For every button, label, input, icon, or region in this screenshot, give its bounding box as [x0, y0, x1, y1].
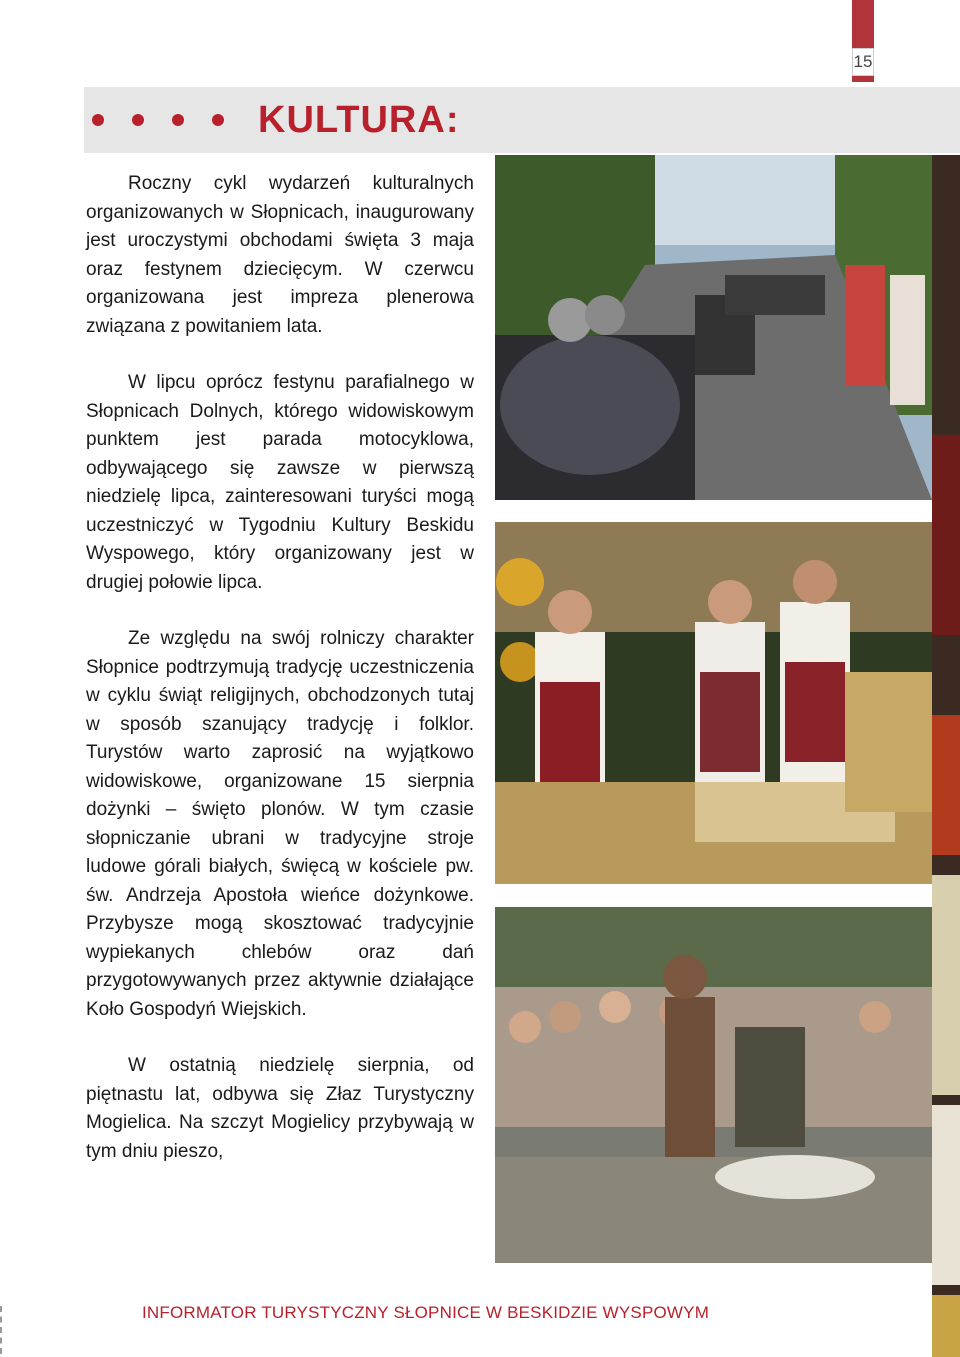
bullet-icon: [212, 114, 224, 126]
motorcycle-parade-photo: [495, 155, 932, 500]
paragraph-july: W lipcu oprócz festynu parafialnego w Słopnicach Dolnych, którego widowiskowym punktem jest parada motocyklowa, odbywającego się zawsze w pierwszą niedzielę lipca, zainteresowani turyści mogą uczestniczyć w Tygodniu Kultury Beskidu Wyspowego, który organizowany jest w drugiej połowie lipca.: [86, 372, 474, 593]
paragraph-traditions: Ze względu na swój rolniczy charakter Słopnice podtrzymują tradycję uczestniczenia w cyklu świąt religijnych, obchodzonych tutaj w sposób szanujący tradycję i folklor. Turystów warto zaprosić na wyjątkowo widowiskowe, organizowane 15 sierpnia dożynki – święto plonów. W tym czasie słopniczanie ubrani w tradycyjne stroje ludowe górali białych, święcą w kościele pw. św. Andrzeja Apostoła wieńce dożynkowe. Przybysze mogą skosztować tradycyjnie wypiekanych chlebów oraz dań przygotowywanych przez aktywnie działające Koło Gospodyń Wiejskich.: [86, 628, 474, 1020]
crop-marks: [0, 1306, 6, 1354]
bullet-icon: [172, 114, 184, 126]
article-body: [86, 170, 474, 1166]
paragraph-intro: Roczny cykl wydarzeń kulturalnych organizowanych w Słopnicach, inaugurowany jest uroczystymi obchodami święta 3 maja oraz festynem dziecięcym. W czerwcu organizowana jest impreza plenerowa związana z powitaniem lata.: [86, 173, 474, 337]
folk-harvest-festival-photo: [495, 522, 932, 884]
outdoor-performance-photo: [495, 907, 932, 1263]
bullet-icon: [92, 114, 104, 126]
page-number: 15: [852, 48, 874, 76]
paragraph-mogielica: W ostatnią niedzielę sierpnia, od piętnastu lat, odbywa się Złaz Turystyczny Mogielica. Na szczyt Mogielicy przybywają w tym dniu pieszo,: [86, 1055, 474, 1162]
page-footer: INFORMATOR TURYSTYCZNY SŁOPNICE W BESKIDZIE WYSPOWYM: [142, 1303, 710, 1322]
header-bullets: [92, 114, 224, 126]
bullet-icon: [132, 114, 144, 126]
section-header: [84, 87, 960, 153]
section-title: KULTURA:: [258, 98, 460, 141]
edge-photo-strip: [932, 155, 960, 1357]
